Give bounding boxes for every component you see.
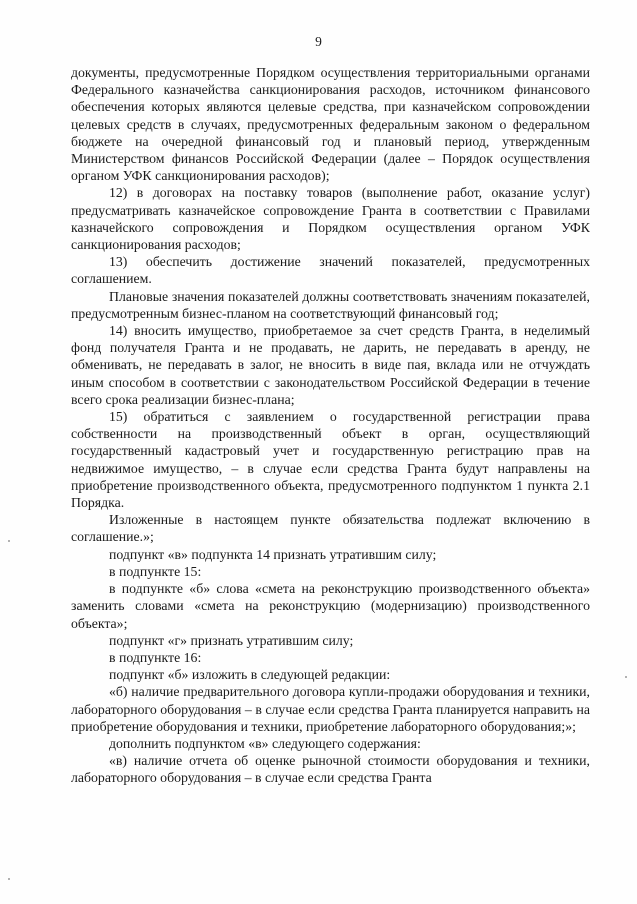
scan-speck xyxy=(625,676,627,678)
paragraph-amendment: подпункт «б» изложить в следующей редакции: xyxy=(109,667,391,683)
paragraph-amendment-b: «б) наличие предварительного договора купли-продажи оборудования и техники, лабораторного оборудования – в случае если средства Гранта планируется направить на приобретение оборудования и техники, приобретение лабораторного оборудования;»; xyxy=(71,684,590,734)
page-number: 9 xyxy=(315,34,322,49)
paragraph-planned-values: Плановые значения показателей должны соответствовать значениям показателей, предусмотренным бизнес-планом на соответствующий финансовый год; xyxy=(71,288,590,321)
paragraph-amendment: подпункт «в» подпункта 14 признать утратившим силу; xyxy=(109,546,437,562)
paragraph-item-14: 14) вносить имущество, приобретаемое за счет средств Гранта, в неделимый фонд получателя Гранта и не продавать, не дарить, не передавать в аренду, не обменивать, не передавать в залог, не вносить в виде пая, вклада или не отчуждать иным способом в соответствии с законодательством Российской Федерации в течение всего срока реализации бизнес-плана; xyxy=(71,323,590,407)
paragraph-amendment: подпункт «г» признать утратившим силу; xyxy=(109,632,354,648)
scan-speck xyxy=(8,540,10,542)
paragraph-item-13: 13) обеспечить достижение значений показателей, предусмотренных соглашением. xyxy=(71,254,590,287)
paragraph-continuation: документы, предусмотренные Порядком осуществления территориальными органами Федерального казначейства санкционирования расходов, источником финансового обеспечения которых являются целевые средства, при казначейском сопровождении целевых средств в случаях, предусмотренных федеральным законом о федеральном бюджете на очередной финансовый год и плановый период, утвержденным Министерством финансов Российской Федерации (далее – Порядок осуществления органом УФК санкционирования расходов); xyxy=(71,65,590,184)
document-body xyxy=(71,64,590,787)
paragraph-obligations: Изложенные в настоящем пункте обязательства подлежат включению в соглашение.»; xyxy=(71,512,590,545)
scan-speck xyxy=(8,878,10,880)
paragraph-item-15: 15) обратиться с заявлением о государственной регистрации права собственности на производственный объект в орган, осуществляющий государственный кадастровый учет и государственную регистрацию прав на недвижимое имущество, – в случае если средства Гранта будут направлены на приобретение производственного объекта, предусмотренного подпунктом 1 пункта 2.1 Порядка. xyxy=(71,409,590,511)
paragraph-amendment: в подпункте 16: xyxy=(109,649,202,665)
paragraph-amendment-v: «в) наличие отчета об оценке рыночной стоимости оборудования и техники, лабораторного оборудования – в случае если средства Гранта xyxy=(71,753,590,786)
paragraph-amendment: в подпункте «б» слова «смета на реконструкцию производственного объекта» заменить словами «смета на реконструкцию (модернизацию) производственного объекта»; xyxy=(71,581,590,631)
paragraph-amendment: дополнить подпунктом «в» следующего содержания: xyxy=(109,735,421,751)
paragraph-item-12: 12) в договорах на поставку товаров (выполнение работ, оказание услуг) предусматривать казначейское сопровождение Гранта в соответствии с Правилами казначейского сопровождения и Порядком осуществления органом УФК санкционирования расходов; xyxy=(71,185,590,253)
paragraph-amendment: в подпункте 15: xyxy=(109,563,202,579)
